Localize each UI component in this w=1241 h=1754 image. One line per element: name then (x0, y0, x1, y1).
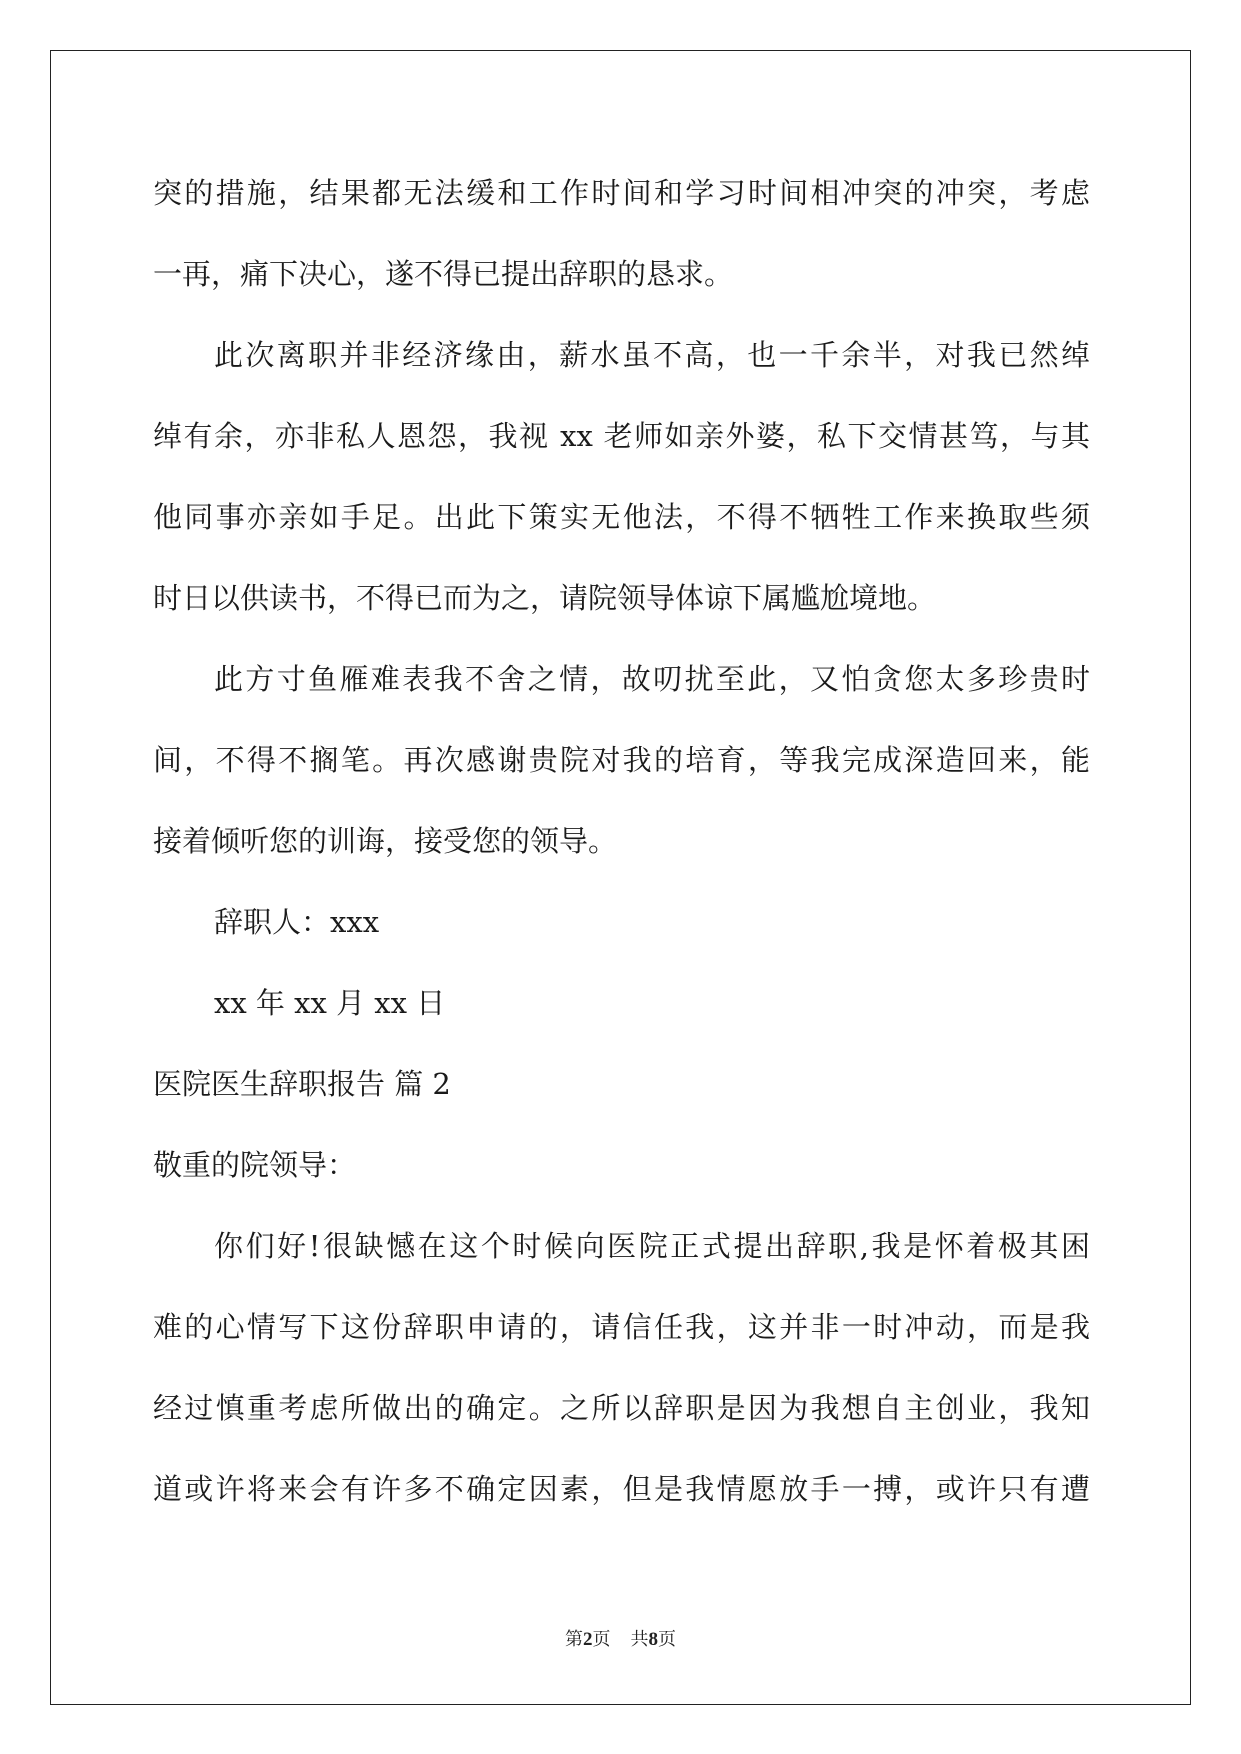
total-page-number: 8 (648, 1629, 658, 1650)
date-line: xx 年 xx 月 xx 日 (214, 986, 446, 1020)
paragraph-line: 此方寸鱼雁难表我不舍之情，故叨扰至此，又怕贪您太多珍贵时 (214, 662, 1090, 696)
total-prefix: 共 (630, 1629, 649, 1650)
paragraph-line: 绰有余，亦非私人恩怨，我视 xx 老师如亲外婆，私下交情甚笃，与其 (153, 419, 1090, 453)
paragraph-line: 一再，痛下决心，遂不得已提出辞职的恳求。 (153, 257, 734, 291)
page-suffix: 页 (592, 1629, 611, 1650)
paragraph-line: 间，不得不搁笔。再次感谢贵院对我的培育，等我完成深造回来，能 (153, 743, 1090, 777)
paragraph-line: 你们好!很缺憾在这个时候向医院正式提出辞职,我是怀着极其困 (214, 1229, 1090, 1263)
document-body (153, 165, 1090, 1542)
signature-line: 辞职人：xxx (214, 905, 380, 939)
paragraph-line: 难的心情写下这份辞职申请的，请信任我，这并非一时冲动，而是我 (153, 1310, 1090, 1344)
paragraph-line: 经过慎重考虑所做出的确定。之所以辞职是因为我想自主创业，我知 (153, 1391, 1090, 1425)
current-page-number: 2 (583, 1629, 593, 1650)
paragraph-line: 时日以供读书，不得已而为之，请院领导体谅下属尴尬境地。 (153, 581, 937, 615)
paragraph-line: 道或许将来会有许多不确定因素，但是我情愿放手一搏，或许只有遭 (153, 1472, 1090, 1506)
salutation: 敬重的院领导： (153, 1148, 357, 1182)
paragraph-line: 他同事亦亲如手足。出此下策实无他法，不得不牺牲工作来换取些须 (153, 500, 1090, 534)
paragraph-line: 此次离职并非经济缘由，薪水虽不高，也一千余半，对我已然绰 (214, 338, 1090, 372)
total-suffix: 页 (658, 1629, 676, 1650)
paragraph-line: 突的措施，结果都无法缓和工作时间和学习时间相冲突的冲突，考虑 (153, 176, 1090, 210)
section-title: 医院医生辞职报告 篇 2 (153, 1067, 451, 1101)
paragraph-line: 接着倾听您的训诲，接受您的领导。 (153, 824, 618, 858)
page-prefix: 第 (565, 1629, 583, 1650)
page-footer (0, 1628, 1241, 1652)
